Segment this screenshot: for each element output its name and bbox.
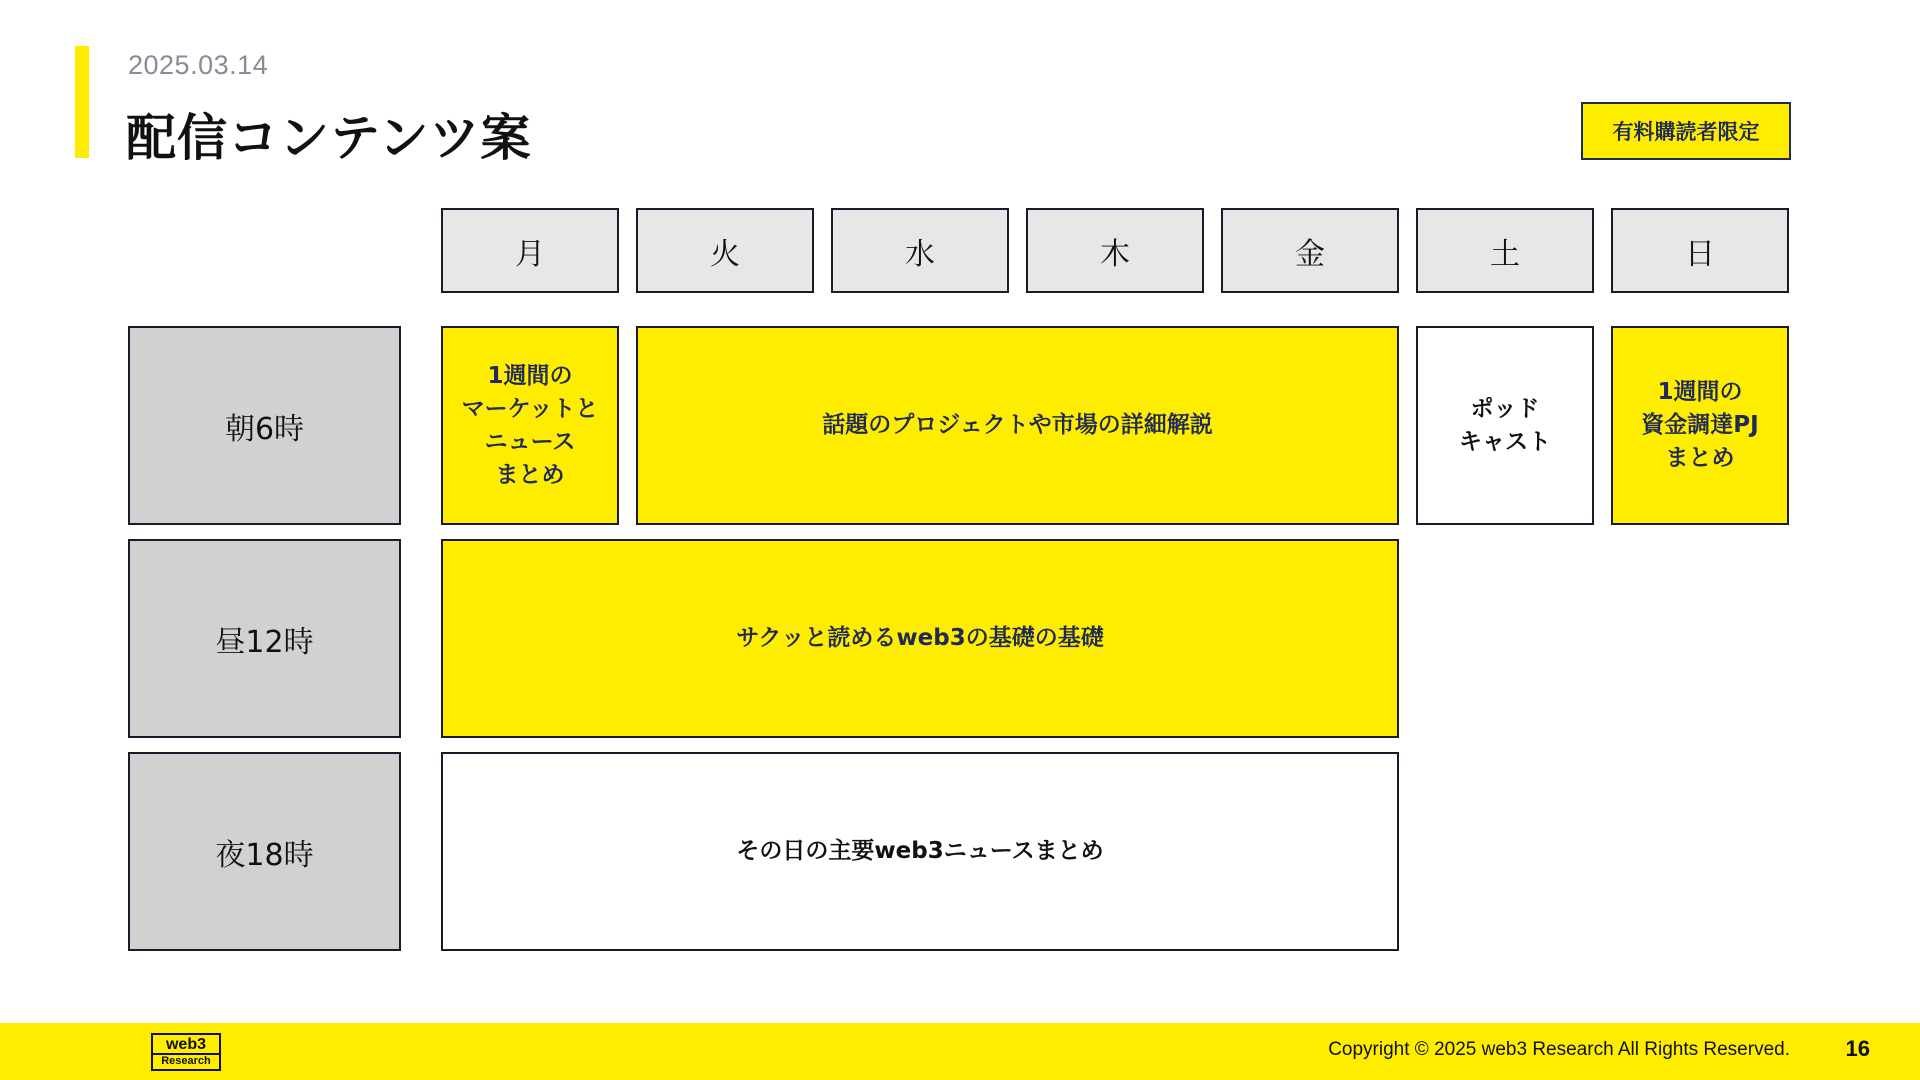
slot-text-line: まとめ: [495, 461, 565, 488]
slot-text-line: 1週間の: [487, 362, 573, 389]
day-header-sun: 日: [1611, 208, 1789, 293]
footer-bar: [0, 1023, 1920, 1080]
day-header-thu: 木: [1026, 208, 1204, 293]
slot-text-line: マーケットと: [461, 395, 599, 422]
logo-text-bottom: Research: [153, 1053, 219, 1067]
slot-text-line: まとめ: [1665, 445, 1735, 471]
slot-noon-mon-fri: サクッと読めるweb3の基礎の基礎: [441, 539, 1399, 738]
title-accent-bar: [75, 46, 89, 158]
paid-subscriber-badge: 有料購読者限定: [1581, 102, 1791, 160]
slot-morning-tue-fri: 話題のプロジェクトや市場の詳細解説: [636, 326, 1399, 525]
slot-morning-monday: [441, 326, 619, 525]
slot-text-line: 1週間の: [1657, 379, 1743, 405]
day-header-sat: 土: [1416, 208, 1594, 293]
day-header-mon: 月: [441, 208, 619, 293]
web3-research-logo: [151, 1033, 221, 1071]
page-number: 16: [1845, 1036, 1870, 1061]
slot-text-line: 資金調達PJ: [1641, 412, 1759, 438]
slide-title: 配信コンテンツ案: [126, 109, 532, 167]
day-header-fri: 金: [1221, 208, 1399, 293]
copyright-text: Copyright © 2025 web3 Research All Rights Reserved.: [1328, 1039, 1790, 1060]
day-header-tue: 火: [636, 208, 814, 293]
slot-morning-saturday: [1416, 326, 1594, 525]
slot-evening-mon-fri: その日の主要web3ニュースまとめ: [441, 752, 1399, 951]
slot-text-line: キャスト: [1459, 428, 1551, 455]
time-header-evening: 夜18時: [128, 752, 401, 951]
time-header-morning: 朝6時: [128, 326, 401, 525]
logo-text-top: web3: [165, 1036, 206, 1053]
slide-date: 2025.03.14: [128, 50, 269, 80]
time-header-noon: 昼12時: [128, 539, 401, 738]
day-header-wed: 水: [831, 208, 1009, 293]
slot-text-line: ポッド: [1470, 395, 1540, 422]
slot-text-line: ニュース: [484, 428, 576, 455]
slot-morning-sunday: [1611, 326, 1789, 525]
